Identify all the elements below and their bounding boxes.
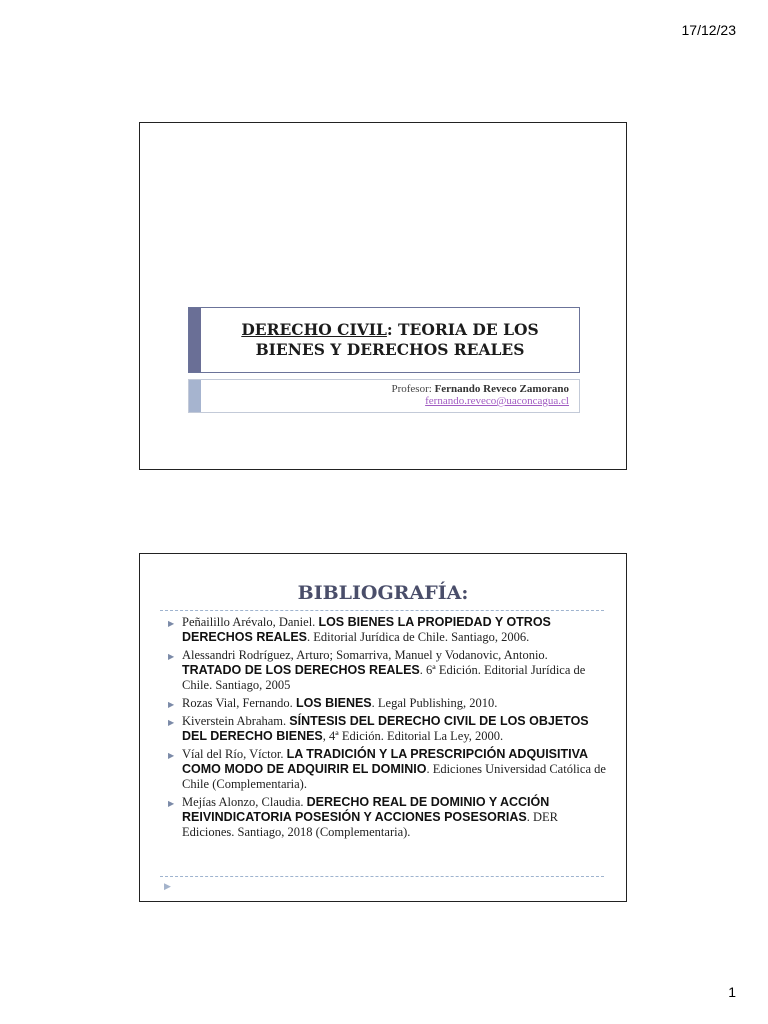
title-box xyxy=(188,307,580,373)
entry-book-title: LOS BIENES xyxy=(295,696,372,710)
entry-book-title: TRATADO DE LOS DERECHOS REALES xyxy=(182,663,420,677)
page-number: 1 xyxy=(728,984,736,1000)
entry-author: Mejías Alonzo, Claudia. xyxy=(182,795,307,809)
entry-author: Alessandri Rodríguez, Arturo; Somarriva, Manuel y Vodanovic, Antonio. xyxy=(182,648,548,662)
entry-publication: . Legal Publishing, 2010. xyxy=(371,696,498,710)
title-accent-bar xyxy=(189,308,201,372)
entry-publication: , 4ª Edición. Editorial La Ley, 2000. xyxy=(322,729,504,743)
professor-name: Fernando Reveco Zamorano xyxy=(434,383,569,395)
bibliography-entry xyxy=(168,747,606,792)
entry-book-title: LOS BIENES LA PROPIEDAD Y OTROS DERECHOS REALES xyxy=(182,615,551,644)
entry-publication: . Editorial Jurídica de Chile. Santiago, 2006. xyxy=(307,630,530,644)
entry-author: Víal del Río, Víctor. xyxy=(182,747,287,761)
entry-publication: . Ediciones Universidad Católica de Chile (Complementaria). xyxy=(182,762,606,791)
triangle-bullet-icon: ▶ xyxy=(164,881,171,891)
entry-book-title: SÍNTESIS DEL DERECHO CIVIL DE LOS OBJETOS DEL DERECHO BIENES xyxy=(182,714,589,743)
professor-info xyxy=(391,383,569,407)
title-line-1 xyxy=(241,320,538,340)
entry-book-title: LA TRADICIÓN Y LA PRESCRIPCIÓN ADQUISITIVA COMO MODO DE ADQUIRIR EL DOMINIO xyxy=(182,747,588,776)
title-line-2: BIENES Y DERECHOS REALES xyxy=(255,340,525,359)
bibliography-entry xyxy=(168,795,606,840)
bibliography-entry xyxy=(168,696,606,711)
triangle-bullet-icon: ▶ xyxy=(168,751,175,760)
entry-publication: . 6ª Edición. Editorial Jurídica de Chile. Santiago, 2005 xyxy=(182,663,586,692)
entry-book-title: DERECHO REAL DE DOMINIO Y ACCIÓN REIVINDICATORIA POSESIÓN Y ACCIONES POSESORIAS xyxy=(182,795,550,824)
entry-author: Peñailillo Arévalo, Daniel. xyxy=(182,615,319,629)
bibliography-entry xyxy=(168,615,606,645)
entry-publication: . DER Ediciones. Santiago, 2018 (Complementaria). xyxy=(182,810,558,839)
triangle-bullet-icon: ▶ xyxy=(168,700,175,709)
slide-bibliography xyxy=(139,553,627,902)
entry-author: Rozas Vial, Fernando. xyxy=(182,696,296,710)
title-rest: : TEORIA DE LOS xyxy=(386,320,539,339)
professor-label: Profesor: xyxy=(391,383,435,395)
subtitle-box xyxy=(188,379,580,413)
slide-title xyxy=(139,122,627,470)
triangle-bullet-icon: ▶ xyxy=(168,652,175,661)
bibliography-title: BIBLIOGRAFÍA: xyxy=(297,582,469,604)
triangle-bullet-icon: ▶ xyxy=(168,718,175,727)
bibliography-entry xyxy=(168,648,606,693)
subtitle-accent-bar xyxy=(189,380,201,412)
triangle-bullet-icon: ▶ xyxy=(168,799,175,808)
bibliography-entry xyxy=(168,714,606,744)
triangle-bullet-icon: ▶ xyxy=(168,619,175,628)
page-date: 17/12/23 xyxy=(681,22,736,38)
entry-author: Kiverstein Abraham. xyxy=(182,714,290,728)
bottom-divider xyxy=(160,876,604,877)
bibliography-list xyxy=(168,615,606,843)
slide-title-text xyxy=(201,308,579,372)
professor-email-link[interactable]: fernando.reveco@uaconcagua.cl xyxy=(425,395,569,407)
top-divider xyxy=(160,610,604,611)
title-underlined: DERECHO CIVIL xyxy=(241,320,387,339)
